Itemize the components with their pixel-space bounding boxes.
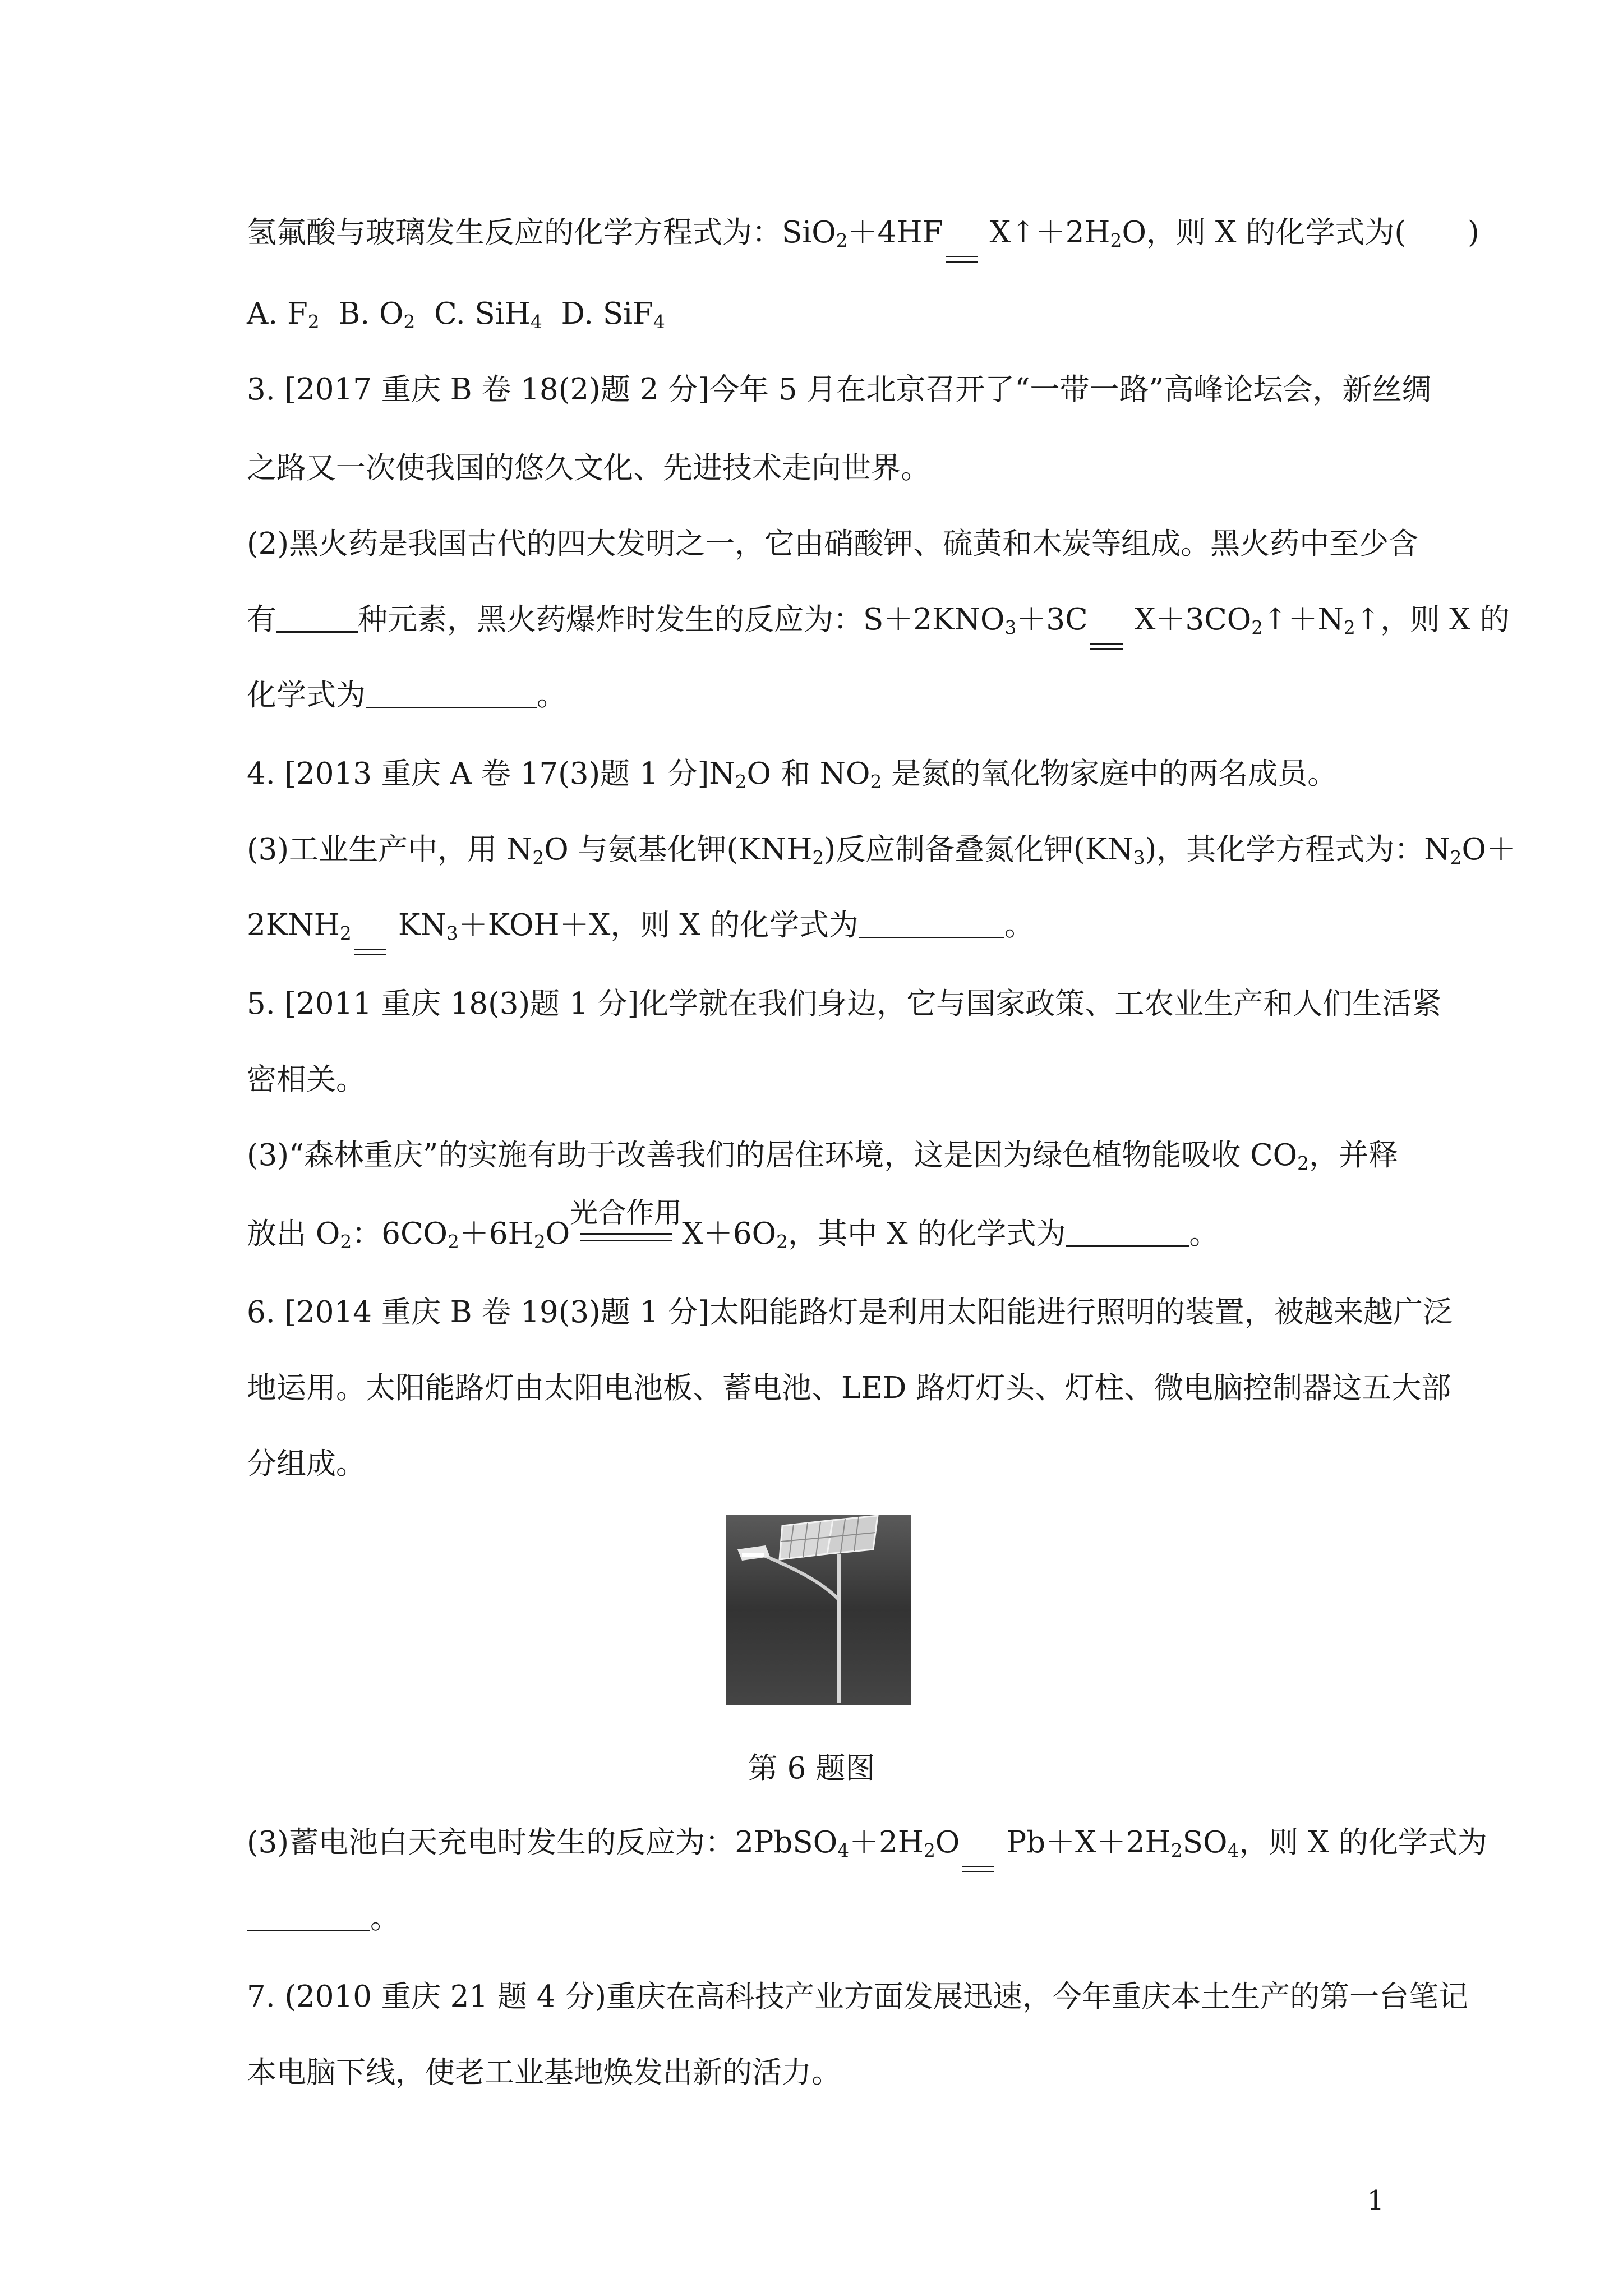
q2-stem: 氢氟酸与玻璃发生反应的化学方程式为：SiO$_2$＋4HF $X↑+2H_2O$，则 X 的化学式为( ): [247, 215, 1479, 252]
q6-sub2: 。: [247, 1899, 400, 1938]
q4-sub1: (3)工业生产中，用 $N_2O$ 与氨基化钾$(KNH_2)$反应制备叠氮化钾$(KN_3)$，其化学方程式为：$N_2O+$: [247, 832, 1516, 869]
q5-line2: 密相关。: [247, 1062, 366, 1097]
q3-sub2: 有 种元素，黑火药爆炸时发生的反应为：$S+2KNO_3+3C$ $X+3CO_2↑+N_2↑$，则 X 的: [247, 602, 1510, 639]
q3-sub3: 化学式为 。: [247, 678, 566, 712]
solar-lamp-illustration: [726, 1515, 911, 1705]
answer-blank[interactable]: [1066, 1216, 1189, 1247]
q6-line3: 分组成。: [247, 1447, 366, 1481]
q3-sub1: (2)黑火药是我国古代的四大发明之一，它由硝酸钾、硫黄和木炭等组成。黑火药中至少含: [247, 527, 1419, 561]
q5-head: 5. [2011 重庆 18(3)题 1 分]化学就在我们身边，它与国家政策、工农业生产和人们生活紧: [247, 987, 1442, 1021]
answer-blank[interactable]: [247, 1900, 370, 1931]
q2-options: A. $F_2$ B. $O_2$ C. SiH$_4$ D. SiF$_4$: [247, 297, 665, 333]
page-number: 1: [1367, 2185, 1384, 2216]
solar-street-lamp-image: [726, 1515, 911, 1705]
answer-blank[interactable]: [859, 907, 1004, 938]
q6-line2: 地运用。太阳能路灯由太阳电池板、蓄电池、LED 路灯灯头、灯柱、微电脑控制器这五大部: [247, 1371, 1451, 1405]
q3-head: 3. [2017 重庆 B 卷 18(2)题 2 分]今年 5 月在北京召开了“一带一路”高峰论坛会，新丝绸: [247, 372, 1432, 407]
q6-sub1: (3)蓄电池白天充电时发生的反应为：$2PbSO_4+2H_2O$ $Pb+X+2H_2SO_4$，则 X 的化学式为: [247, 1825, 1487, 1862]
q7-head: 7. (2010 重庆 21 题 4 分)重庆在高科技产业方面发展迅速，今年重庆本土生产的第一台笔记: [247, 1980, 1469, 2014]
figure-caption: 第 6 题图: [748, 1751, 875, 1786]
q7-line2: 本电脑下线，使老工业基地焕发出新的活力。: [247, 2055, 841, 2090]
q5-sub1: (3)“森林重庆”的实施有助于改善我们的居住环境，这是因为绿色植物能吸收 $CO_2$，并释: [247, 1138, 1399, 1175]
answer-blank[interactable]: [366, 677, 537, 708]
q5-sub2: 放出 $O_2$：$6CO_2+6H_2O$ 光合作用 $X+6O_2$，其中 X 的化学式为 。: [247, 1197, 1219, 1253]
q6-head: 6. [2014 重庆 B 卷 19(3)题 1 分]太阳能路灯是利用太阳能进行照明的装置，被越来越广泛: [247, 1295, 1453, 1329]
reaction-condition: 光合作用: [570, 1214, 682, 1254]
answer-blank[interactable]: [276, 601, 358, 633]
q4-sub2: $2KNH_2$ $KN_3+KOH+X$，则 X 的化学式为 。: [247, 908, 1034, 945]
q3-line2: 之路又一次使我国的悠久文化、先进技术走向世界。: [247, 451, 930, 485]
q4-head: 4. [2013 重庆 A 卷 17(3)题 1 分]$N_2O$ 和 $NO_2$ 是氮的氧化物家庭中的两名成员。: [247, 757, 1338, 793]
